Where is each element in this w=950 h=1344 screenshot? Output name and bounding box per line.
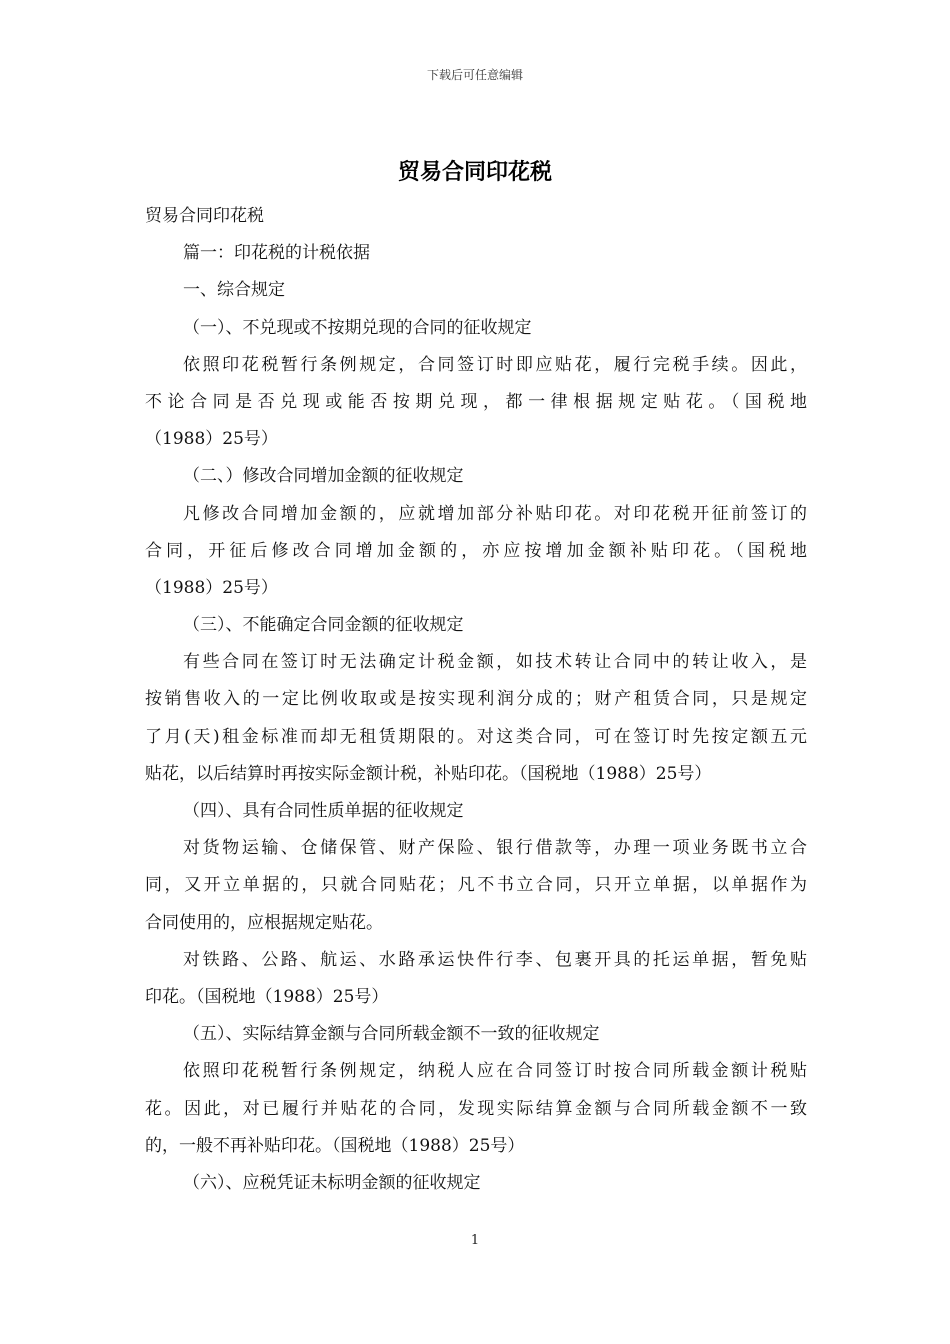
paragraph-line: 的，一般不再补贴印花。（国税地（1988）25号） xyxy=(145,1135,525,1156)
paragraph-line: 依照印花税暂行条例规定，纳税人应在合同签订时按合同所载金额计税贴 xyxy=(183,1061,807,1082)
paragraph-line: 合同，开征后修改合同增加金额的，亦应按增加金额补贴印花。（国税地 xyxy=(145,540,807,561)
subsection-heading: （六）、应税凭证未标明金额的征收规定 xyxy=(183,1172,481,1193)
paragraph-line: 依照印花税暂行条例规定，合同签订时即应贴花，履行完税手续。因此， xyxy=(183,354,807,375)
paragraph-line: 有些合同在签订时无法确定计税金额，如技术转让合同中的转让收入，是 xyxy=(183,652,807,673)
document-title: 贸易合同印花税 xyxy=(397,159,552,185)
document-body xyxy=(145,198,807,1202)
paragraph-line: 按销售收入的一定比例收取或是按实现利润分成的；财产租赁合同，只是规定 xyxy=(145,689,807,710)
paragraph-line: 了月(天)租金标准而却无租赁期限的。对这类合同，可在签订时先按定额五元 xyxy=(145,726,807,747)
paragraph-line: （1988）25号） xyxy=(145,577,278,598)
subsection-heading: （一）、不兑现或不按期兑现的合同的征收规定 xyxy=(183,317,532,338)
header-note: 下载后可任意编辑 xyxy=(426,68,523,82)
paragraph-line: 不论合同是否兑现或能否按期兑现，都一律根据规定贴花。（国税地 xyxy=(145,391,807,412)
paragraph-line: 凡修改合同增加金额的，应就增加部分补贴印花。对印花税开征前签订的 xyxy=(183,503,807,524)
section-heading: 一、综合规定 xyxy=(183,280,285,301)
paragraph-line: 花。因此，对已履行并贴花的合同，发现实际结算金额与合同所载金额不一致 xyxy=(145,1098,807,1119)
subsection-heading: （五）、实际结算金额与合同所载金额不一致的征收规定 xyxy=(183,1024,600,1045)
subsection-heading: （二、）修改合同增加金额的征收规定 xyxy=(183,466,464,487)
paragraph-line: 同，又开立单据的，只就合同贴花；凡不书立合同，只开立单据，以单据作为 xyxy=(145,875,807,896)
page-number: 1 xyxy=(470,1233,480,1248)
subsection-heading: （三）、不能确定合同金额的征收规定 xyxy=(183,615,464,636)
paragraph-line: 贴花，以后结算时再按实际金额计税，补贴印花。（国税地（1988）25号） xyxy=(145,763,712,784)
paragraph-line: 对货物运输、仓储保管、财产保险、银行借款等，办理一项业务既书立合 xyxy=(183,838,807,859)
subsection-heading: （四）、具有合同性质单据的征收规定 xyxy=(183,801,464,821)
paragraph-line: 印花。（国税地（1988）25号） xyxy=(145,986,389,1007)
paragraph-line: 对铁路、公路、航运、水路承运快件行李、包裹开具的托运单据，暂免贴 xyxy=(183,949,807,970)
paragraph-line: （1988）25号） xyxy=(145,429,278,450)
body-subtitle: 贸易合同印花税 xyxy=(145,206,264,226)
paragraph-line: 合同使用的，应根据规定贴花。 xyxy=(145,912,383,933)
chapter-heading: 篇一：印花税的计税依据 xyxy=(183,243,370,264)
